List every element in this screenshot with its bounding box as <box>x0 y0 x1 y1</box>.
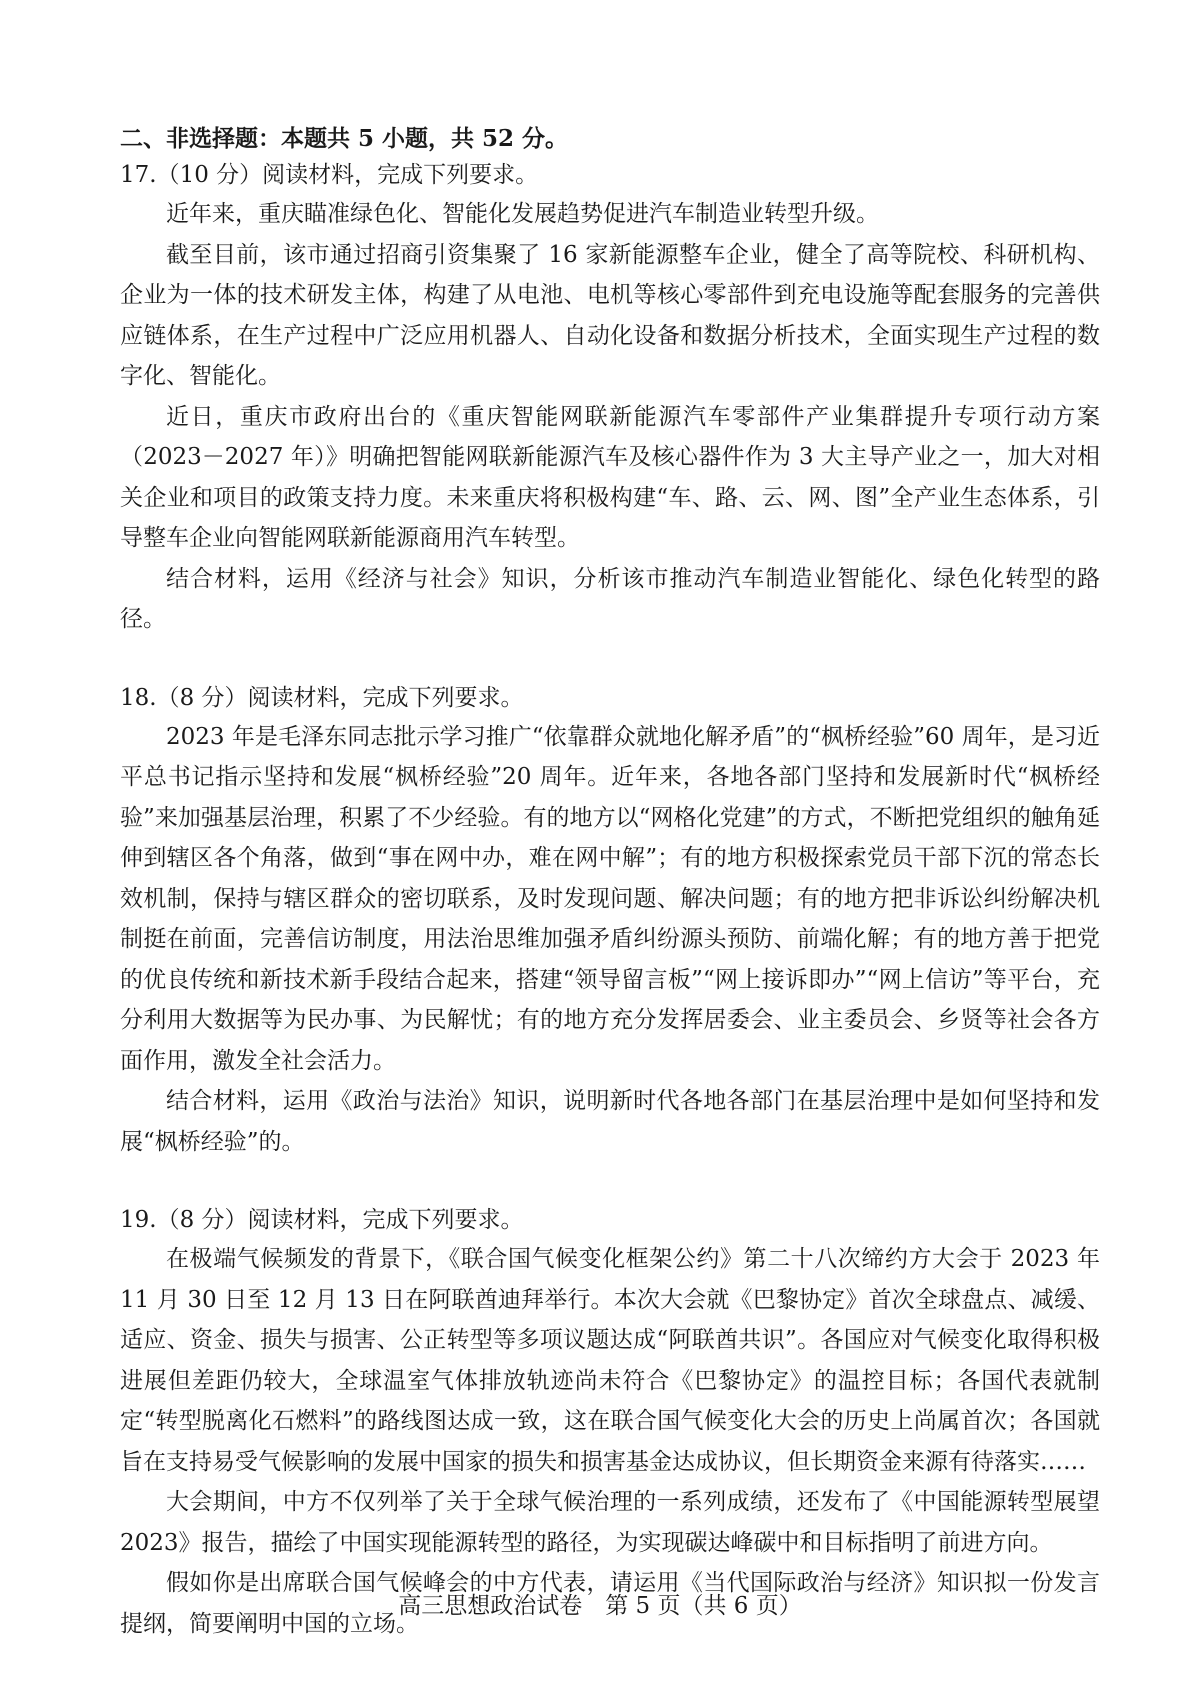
question-19-task: 假如你是出席联合国气候峰会的中方代表，请运用《当代国际政治与经济》知识拟一份发言提纲，简要阐明中国的立场。 <box>120 1570 1100 1637</box>
question-17-para-3: 近日，重庆市政府出台的《重庆智能网联新能源汽车零部件产业集群提升专项行动方案（2023－2027 年）》明确把智能网联新能源汽车及核心器件作为 3 大主导产业之一，加大对相关企业和项目的政策支持力度。未来重庆将积极构建“车、路、云、网、图”全产业生态体系，引导整车企业向智能网联新能源商用汽车转型。 <box>120 403 1100 551</box>
question-18-para-1: 2023 年是毛泽东同志批示学习推广“依靠群众就地化解矛盾”的“枫桥经验”60 周年，是习近平总书记指示坚持和发展“枫桥经验”20 周年。近年来，各地各部门坚持和发展新时代“枫桥经验”来加强基层治理，积累了不少经验。有的地方以“网格化党建”的方式，不断把党组织的触角延伸到辖区各个角落，做到“事在网中办，难在网中解”；有的地方积极探索党员干部下沉的常态长效机制，保持与辖区群众的密切联系，及时发现问题、解决问题；有的地方把非诉讼纠纷解决机制挺在前面，完善信访制度，用法治思维加强矛盾纠纷源头预防、前端化解；有的地方善于把党的优良传统和新技术新手段结合起来，搭建“领导留言板”“网上接诉即办”“网上信访”等平台，充分利用大数据等为民办事、为民解忧；有的地方充分发挥居委会、业主委员会、乡贤等社会各方面作用，激发全社会活力。 <box>120 723 1100 1074</box>
question-18-task: 结合材料，运用《政治与法治》知识，说明新时代各地各部门在基层治理中是如何坚持和发展“枫桥经验”的。 <box>120 1088 1100 1155</box>
question-17-head: 17.（10 分）阅读材料，完成下列要求。 <box>120 162 539 188</box>
spacer <box>120 1162 1100 1202</box>
question-18-head: 18.（8 分）阅读材料，完成下列要求。 <box>120 684 524 711</box>
question-19-para-1: 在极端气候频发的背景下，《联合国气候变化框架公约》第二十八次缔约方大会于 2023 年 11 月 30 日至 12 月 13 日在阿联酋迪拜举行。本次大会就《巴黎协定》首次全球盘点、减缓、适应、资金、损失与损害、公正转型等多项议题达成“阿联酋共识”。各国应对气候变化取得积极进展但差距仍较大，全球温室气体排放轨迹尚未符合《巴黎协定》的温控目标；各国代表就制定“转型脱离化石燃料”的路线图达成一致，这在联合国气候变化大会的历史上尚属首次；各国就旨在支持易受气候影响的发展中国家的损失和损害基金达成协议，但长期资金来源有待落实…… <box>120 1246 1100 1475</box>
question-19-para-2: 大会期间，中方不仅列举了关于全球气候治理的一系列成绩，还发布了《中国能源转型展望 2023》报告，描绘了中国实现能源转型的路径，为实现碳达峰碳中和目标指明了前进方向。 <box>120 1489 1100 1556</box>
question-19 <box>120 1202 1100 1644</box>
question-17-para-1: 近年来，重庆瞄准绿色化、智能化发展趋势促进汽车制造业转型升级。 <box>166 201 879 227</box>
question-17 <box>120 157 1100 640</box>
spacer <box>120 640 1100 680</box>
page-footer: 高三思想政治试卷 第 5 页（共 6 页） <box>398 1593 802 1619</box>
section-title: 二、非选择题：本题共 5 小题，共 52 分。 <box>120 125 569 152</box>
question-17-para-2: 截至目前，该市通过招商引资集聚了 16 家新能源整车企业，健全了高等院校、科研机构、企业为一体的技术研发主体，构建了从电池、电机等核心零部件到充电设施等配套服务的完善供应链体系，在生产过程中广泛应用机器人、自动化设备和数据分析技术，全面实现生产过程的数字化、智能化。 <box>120 241 1100 389</box>
question-19-head: 19.（8 分）阅读材料，完成下列要求。 <box>120 1207 524 1233</box>
question-17-task: 结合材料，运用《经济与社会》知识，分析该市推动汽车制造业智能化、绿色化转型的路径。 <box>120 565 1100 632</box>
exam-page <box>120 120 1100 1644</box>
question-18 <box>120 680 1100 1163</box>
